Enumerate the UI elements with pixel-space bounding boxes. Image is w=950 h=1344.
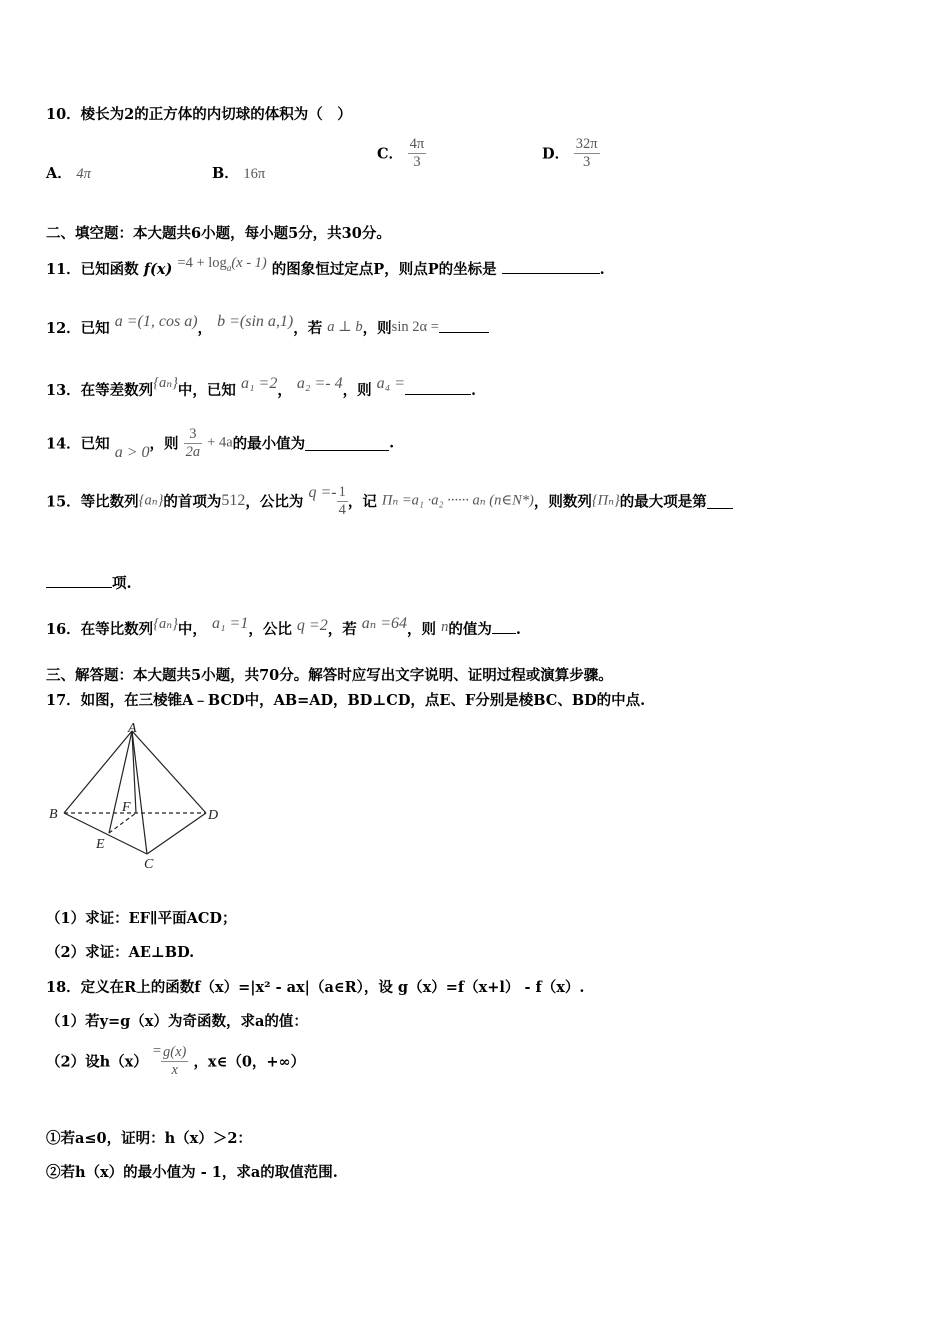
q16-mid3: ，若 xyxy=(327,621,357,638)
q18-stem: 18．定义在R上的函数f（x）=|x² - ax|（a∈R），设 g（x）=f（x+l） - f（x）. xyxy=(46,979,585,996)
q15-q-fraction xyxy=(337,484,348,518)
q11-arg: (x - 1) xyxy=(231,255,267,271)
q11-answer-blank xyxy=(502,259,600,274)
q12-vector-b: b =(sin a,1) xyxy=(217,313,294,330)
q12-pre: 12．已知 xyxy=(46,320,110,337)
q18-p2-pre: （2）设h（x） xyxy=(46,1053,148,1071)
q13-mid: 中，已知 xyxy=(177,382,236,399)
q18-p2-den: x xyxy=(171,1061,178,1078)
q14-plus: + 4a xyxy=(207,434,233,451)
q14-pre: 14．已知 xyxy=(46,435,110,453)
q14-fraction xyxy=(184,426,203,460)
q18-p2-post: ，x∈（0，+∞） xyxy=(193,1053,306,1071)
option-d-num: 32π xyxy=(575,136,598,152)
q15-first-term: 512 xyxy=(221,492,246,510)
q17-stem: 17．如图，在三棱锥A﹣BCD中，AB=AD，BD⊥CD，点E、F分别是棱BC、BD的中点. xyxy=(46,692,646,709)
q14 xyxy=(46,426,394,460)
q16-q: q =2 xyxy=(296,617,328,634)
q10-stem: 10．棱长为2的正方体的内切球的体积为（ ） xyxy=(46,106,352,123)
q13-a2: a₂ =- 4 xyxy=(296,375,343,392)
option-c-den: 3 xyxy=(413,153,421,170)
q16-seq: {aₙ} xyxy=(153,616,178,632)
q15-answer-blank-2 xyxy=(46,573,112,588)
q13-answer-blank xyxy=(405,380,471,395)
q12-expr: sin 2α = xyxy=(391,319,439,335)
q11-formula xyxy=(177,255,266,271)
vertex-a-label: A xyxy=(128,721,137,736)
q12-mid: ，若 xyxy=(293,320,323,337)
q11-eq: =4 + log xyxy=(177,255,227,271)
q12-answer-blank xyxy=(439,318,489,333)
q13-then: ，则 xyxy=(342,382,372,399)
option-a-label: A． xyxy=(46,165,72,182)
section-3-heading: 三、解答题：本大题共5小题，共70分。解答时应写出文字说明、证明过程或演算步骤。 xyxy=(46,667,613,684)
q13-end: . xyxy=(471,382,477,399)
q15-seq2: {Πₙ} xyxy=(591,492,620,509)
q13-seq: {aₙ} xyxy=(153,375,178,391)
q14-condition: a > 0 xyxy=(114,444,150,462)
q15-line2-end: 项. xyxy=(112,575,132,592)
q15-pi-def: Πₙ =a₁ ·a₂ ······ aₙ (n∈N*) xyxy=(381,492,534,509)
q18-p2-num: g(x) xyxy=(163,1044,187,1060)
q12: 12．已知 a =(1, cos a)， b =(sin a,1)，若 a ⊥ b，则sin 2α = xyxy=(46,317,489,338)
q16-mid4: ，则 xyxy=(407,621,437,638)
q11-base: a xyxy=(226,262,232,273)
q15 xyxy=(46,484,733,518)
q15-q-den: 4 xyxy=(338,501,346,518)
option-c-label: C． xyxy=(377,145,404,163)
q17-part-1: （1）求证：EF∥平面ACD； xyxy=(46,910,237,927)
q16-post: 的值为 xyxy=(448,621,492,638)
q17-part-2: （2）求证：AE⊥BD. xyxy=(46,944,195,961)
q16-an: aₙ =64 xyxy=(361,615,408,632)
vertex-e-label: E xyxy=(96,837,105,852)
option-b-label: B． xyxy=(212,165,239,182)
q15-mid1: 的首项为 xyxy=(163,493,222,511)
q10-option-c xyxy=(377,136,426,170)
option-c-num: 4π xyxy=(409,136,425,152)
vertex-b-label: B xyxy=(49,807,58,822)
q11-end: . xyxy=(599,261,605,278)
q14-then: ，则 xyxy=(149,435,179,453)
q16 xyxy=(46,615,521,639)
q14-end: . xyxy=(389,434,395,452)
q15-q-eq: q =- xyxy=(308,484,337,502)
q15-post: 的最大项是第 xyxy=(619,493,707,511)
q11-fx: f(x) xyxy=(143,261,173,278)
option-b-value: 16π xyxy=(243,166,266,182)
q18-sub-2: ②若h（x）的最小值为 - 1，求a的取值范围. xyxy=(46,1164,338,1181)
vertex-f-label: F xyxy=(122,800,131,815)
q18-sub-1: ①若a≤0，证明：h（x）＞2： xyxy=(46,1130,252,1147)
q18-p2-fraction xyxy=(161,1044,188,1078)
q16-a1: a₁ =1 xyxy=(211,615,249,632)
q15-answer-blank-1 xyxy=(707,494,733,509)
q12-perp: a ⊥ b xyxy=(327,319,363,335)
q15-mid2: ，公比为 xyxy=(245,493,304,511)
q16-answer-blank xyxy=(492,619,516,634)
q11-pre: 11．已知函数 xyxy=(46,261,139,278)
q16-mid2: ，公比 xyxy=(248,621,292,638)
q15-pre: 15．等比数列 xyxy=(46,493,139,511)
vertex-c-label: C xyxy=(144,857,154,872)
q15-mid3: ，记 xyxy=(347,493,377,511)
q11 xyxy=(46,255,605,280)
option-d-fraction xyxy=(574,136,600,170)
q10-option-b xyxy=(212,162,265,183)
q13: 13．在等差数列{aₙ}中，已知 a₁ =2， a₂ =- 4，则 a₄ = . xyxy=(46,375,477,399)
q15-line2 xyxy=(46,572,132,593)
q14-answer-blank xyxy=(305,436,389,451)
q18-part-1: （1）若y=g（x）为奇函数，求a的值： xyxy=(46,1013,308,1030)
option-c-fraction xyxy=(408,136,427,170)
q16-end: . xyxy=(515,621,521,638)
q12-vector-a: a =(1, cos a) xyxy=(114,313,198,330)
option-d-den: 3 xyxy=(582,153,591,170)
q14-num: 3 xyxy=(184,426,203,444)
option-a-value: 4π xyxy=(76,166,91,182)
q15-mid4: ，则数列 xyxy=(533,493,592,511)
q13-pre: 13．在等差数列 xyxy=(46,382,154,399)
q12-then: ，则 xyxy=(362,320,392,337)
q15-seq: {aₙ} xyxy=(138,492,164,509)
q16-pre: 16．在等比数列 xyxy=(46,621,154,638)
q13-a1: a₁ =2 xyxy=(240,375,278,392)
section-2-heading: 二、填空题：本大题共6小题，每小题5分，共30分。 xyxy=(46,225,391,242)
q10-option-d xyxy=(542,136,600,170)
q13-a4: a₄ = xyxy=(376,375,406,392)
q18-p2-eq: = xyxy=(152,1042,162,1059)
q11-post: 的图象恒过定点P，则点P的坐标是 xyxy=(271,261,497,278)
q14-den: 2a xyxy=(185,443,201,460)
q15-q-num: 1 xyxy=(338,484,346,500)
vertex-d-label: D xyxy=(208,808,219,823)
q16-mid1: 中， xyxy=(177,621,207,638)
q16-n: n xyxy=(441,619,449,635)
option-d-label: D． xyxy=(542,145,570,163)
q17-pyramid-figure xyxy=(44,720,234,872)
q14-post: 的最小值为 xyxy=(232,435,306,453)
q18-part-2 xyxy=(46,1044,305,1078)
q10-option-a xyxy=(46,162,91,183)
